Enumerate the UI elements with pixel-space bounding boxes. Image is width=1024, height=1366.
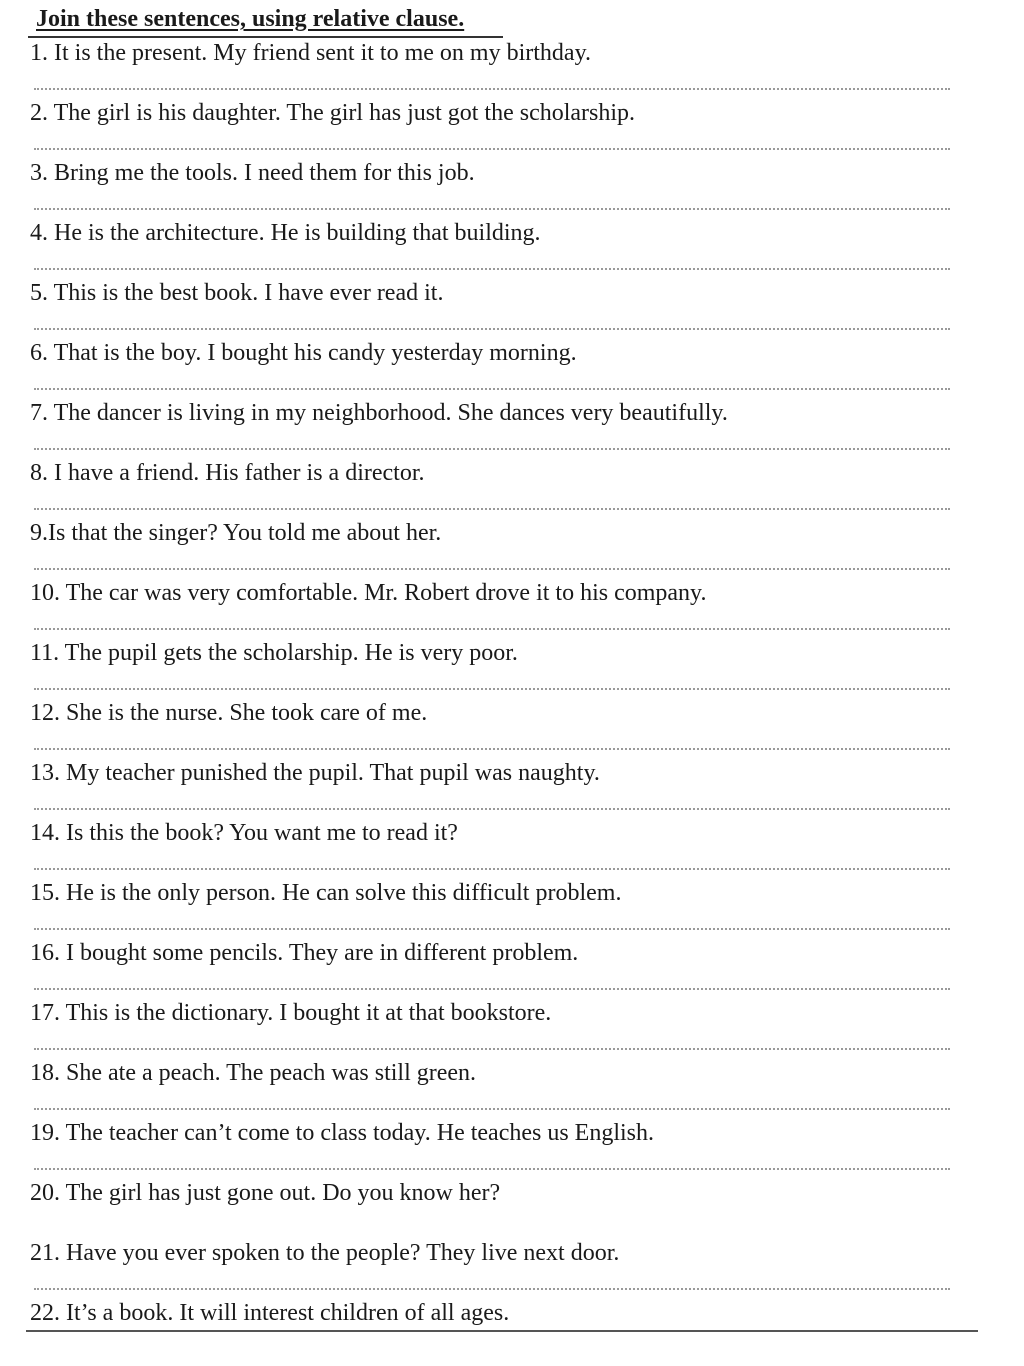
answer-line[interactable] xyxy=(34,988,950,990)
exercise-text: 6. That is the boy. I bought his candy yesterday morning. xyxy=(30,340,577,366)
exercise-item xyxy=(30,877,950,937)
exercise-text: 4. He is the architecture. He is building that building. xyxy=(30,220,541,246)
answer-line[interactable] xyxy=(34,328,950,330)
exercise-item xyxy=(30,157,950,217)
exercise-item xyxy=(30,37,950,97)
answer-line[interactable] xyxy=(34,868,950,870)
exercise-item xyxy=(30,277,950,337)
exercise-text: 17. This is the dictionary. I bought it at that bookstore. xyxy=(30,1000,552,1026)
answer-line[interactable] xyxy=(34,1108,950,1110)
exercise-text: 13. My teacher punished the pupil. That pupil was naughty. xyxy=(30,760,600,786)
worksheet-title: Join these sentences, using relative clause. xyxy=(36,6,465,32)
exercise-text: 15. He is the only person. He can solve this difficult problem. xyxy=(30,880,622,906)
exercise-item xyxy=(30,1117,950,1177)
exercise-text: 18. She ate a peach. The peach was still green. xyxy=(30,1060,477,1086)
exercise-item xyxy=(30,517,950,577)
exercise-text: 14. Is this the book? You want me to read it? xyxy=(30,820,458,846)
exercise-text: 1. It is the present. My friend sent it to me on my birthday. xyxy=(30,40,592,66)
exercise-item xyxy=(30,937,950,997)
answer-line[interactable] xyxy=(34,148,950,150)
answer-line[interactable] xyxy=(34,88,950,90)
exercise-item xyxy=(30,817,950,877)
exercise-text: 12. She is the nurse. She took care of me. xyxy=(30,700,428,726)
exercise-item xyxy=(30,457,950,517)
exercise-text: 22. It’s a book. It will interest children of all ages. xyxy=(30,1300,510,1326)
answer-line[interactable] xyxy=(34,808,950,810)
bottom-rule xyxy=(26,1330,978,1332)
answer-line[interactable] xyxy=(34,688,950,690)
exercise-text: 9.Is that the singer? You told me about her. xyxy=(30,520,442,546)
exercise-text: 8. I have a friend. His father is a director. xyxy=(30,460,425,486)
exercise-item xyxy=(30,577,950,637)
answer-line[interactable] xyxy=(34,1168,950,1170)
answer-line[interactable] xyxy=(34,508,950,510)
answer-line[interactable] xyxy=(34,628,950,630)
exercise-text: 21. Have you ever spoken to the people? They live next door. xyxy=(30,1240,620,1266)
exercise-item xyxy=(30,97,950,157)
answer-line[interactable] xyxy=(34,268,950,270)
exercise-item xyxy=(30,697,950,757)
exercise-item xyxy=(30,997,950,1057)
answer-line[interactable] xyxy=(34,568,950,570)
exercise-item xyxy=(30,337,950,397)
exercise-text: 10. The car was very comfortable. Mr. Robert drove it to his company. xyxy=(30,580,707,606)
answer-line[interactable] xyxy=(34,208,950,210)
exercise-item xyxy=(30,1057,950,1117)
exercise-text: 3. Bring me the tools. I need them for this job. xyxy=(30,160,475,186)
exercise-item xyxy=(30,397,950,457)
exercise-text: 19. The teacher can’t come to class today. He teaches us English. xyxy=(30,1120,655,1146)
exercise-text: 7. The dancer is living in my neighborhood. She dances very beautifully. xyxy=(30,400,728,426)
exercise-item xyxy=(30,1297,950,1357)
exercise-text: 5. This is the best book. I have ever read it. xyxy=(30,280,444,306)
exercise-text: 16. I bought some pencils. They are in different problem. xyxy=(30,940,579,966)
answer-line[interactable] xyxy=(34,748,950,750)
exercise-text: 2. The girl is his daughter. The girl has just got the scholarship. xyxy=(30,100,636,126)
exercise-list xyxy=(30,37,950,1357)
exercise-item xyxy=(30,1177,950,1237)
exercise-text: 20. The girl has just gone out. Do you know her? xyxy=(30,1180,501,1206)
answer-line[interactable] xyxy=(34,1288,950,1290)
exercise-item xyxy=(30,637,950,697)
exercise-item xyxy=(30,217,950,277)
exercise-item xyxy=(30,1237,950,1297)
answer-line[interactable] xyxy=(34,388,950,390)
answer-line[interactable] xyxy=(34,928,950,930)
answer-line[interactable] xyxy=(34,1048,950,1050)
exercise-text: 11. The pupil gets the scholarship. He is very poor. xyxy=(30,640,518,666)
answer-line[interactable] xyxy=(34,448,950,450)
exercise-item xyxy=(30,757,950,817)
